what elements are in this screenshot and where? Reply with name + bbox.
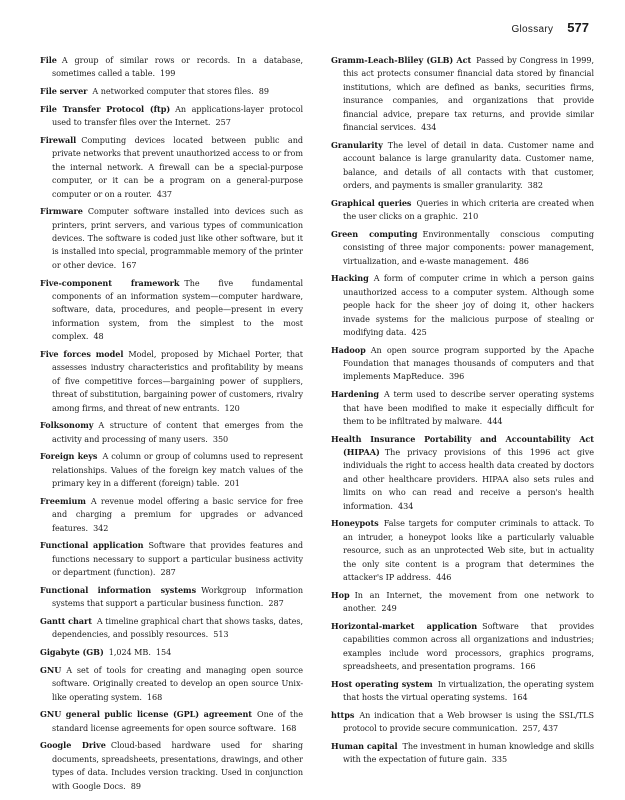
- page-reference: 287: [160, 567, 176, 578]
- page-reference: 199: [160, 68, 176, 79]
- glossary-entry: [331, 620, 594, 674]
- glossary-entry: [331, 709, 594, 736]
- glossary-entry: [40, 584, 303, 611]
- glossary-entry: [40, 205, 303, 272]
- glossary-definition: The level of detail in data. Customer name and account balance is large granularity data. Customer name, balance, and details of all contacts with that customer, orders, and payments is smaller granularity.: [343, 139, 594, 190]
- page-reference: 120: [224, 402, 240, 413]
- glossary-term: https: [331, 709, 355, 720]
- page-reference: 210: [462, 211, 479, 222]
- glossary-definition: The privacy provisions of this 1996 act give individuals the right to access health data created by doctors and other healthcare providers. HIPAA also sets rules and limits on who can read and receive a person's health information.: [343, 447, 594, 511]
- glossary-definition: A structure of content that emerges from the activity and processing of many users.: [52, 420, 303, 444]
- glossary-term: Human capital: [331, 740, 398, 751]
- page-reference: 48: [93, 331, 104, 342]
- page-reference: 257, 437: [522, 723, 559, 734]
- glossary-entry: [40, 348, 303, 415]
- glossary-term: Firewall: [40, 134, 77, 145]
- glossary-entry: [331, 272, 594, 339]
- glossary-entry: [40, 277, 303, 344]
- glossary-term: Hardening: [331, 389, 380, 400]
- page-reference: 287: [268, 598, 284, 609]
- glossary-definition: Cloud-based hardware used for sharing documents, spreadsheets, presentations, drawings, and other types of data. Includes version tracking. Used in conjunction with Google Docs.: [52, 740, 303, 791]
- page-reference: 166: [520, 661, 536, 672]
- glossary-entry: [40, 450, 303, 490]
- section-title: Glossary: [511, 24, 554, 35]
- glossary-term: Functional application: [40, 540, 144, 551]
- glossary-entry: [40, 615, 303, 642]
- page-reference: 167: [121, 259, 137, 270]
- glossary-term: Horizontal-market application: [331, 620, 478, 631]
- glossary-entry: [331, 433, 594, 513]
- glossary-entry: [40, 739, 303, 793]
- glossary-term: File: [40, 55, 57, 65]
- glossary-definition: Environmentally conscious computing consisting of three major components: power management, virtualization, and e-waste management.: [343, 228, 594, 266]
- glossary-entry: [40, 134, 303, 201]
- glossary-term: Firmware: [40, 206, 83, 217]
- glossary-definition: Computer software installed into devices such as printers, print servers, and various types of communication devices. The software is coded just like other software, but it is installed into special, programmable memory of the printer or other device.: [52, 206, 303, 270]
- glossary-definition: The five fundamental components of an information system—computer hardware, software, data, procedures, and people—present in every information system, from the simplest to the most complex.: [52, 277, 304, 342]
- glossary-entry: [331, 740, 594, 767]
- page-reference: 437: [156, 188, 173, 199]
- glossary-entry: [331, 344, 594, 384]
- glossary-definition: A set of tools for creating and managing open source software. Originally created to develop an open source Unix-like operating system.: [52, 664, 303, 702]
- glossary-term: Folksonomy: [40, 420, 94, 431]
- glossary-term: Hadoop: [331, 344, 366, 355]
- glossary-term: Gigabyte (GB): [40, 647, 104, 658]
- glossary-column-right: [331, 54, 594, 771]
- glossary-term: Gantt chart: [40, 616, 92, 626]
- glossary-definition: An open source program supported by the Apache Foundation that manages thousands of computers and that implements MapReduce.: [343, 344, 594, 382]
- glossary-definition: Software that provides features and functions necessary to support a particular business activity or department (function).: [52, 540, 303, 578]
- glossary-entry: [40, 103, 303, 130]
- glossary-entry: [40, 85, 303, 98]
- page-reference: 513: [213, 629, 229, 640]
- glossary-term: Freemium: [40, 495, 86, 506]
- glossary-term: Five forces model: [40, 348, 124, 359]
- glossary-term: Gramm-Leach-Bliley (GLB) Act: [331, 55, 472, 65]
- glossary-entry: [40, 54, 303, 81]
- page-number: 577: [567, 20, 589, 35]
- page-header: [511, 20, 589, 35]
- glossary-entry: [40, 708, 303, 735]
- glossary-definition: Workgroup information systems that support a particular business function.: [52, 584, 303, 609]
- glossary-term: Granularity: [331, 139, 383, 150]
- page-reference: 382: [527, 179, 543, 190]
- page-reference: 201: [224, 478, 240, 489]
- glossary-entry: [331, 54, 594, 134]
- page-reference: 425: [411, 326, 427, 337]
- page-reference: 168: [146, 691, 163, 702]
- glossary-term: Hop: [331, 589, 350, 600]
- page-reference: 89: [258, 86, 269, 97]
- glossary-entry: [40, 539, 303, 579]
- page-reference: 257: [215, 117, 231, 128]
- glossary-term: Green computing: [331, 228, 418, 239]
- glossary-definition: The investment in human knowledge and skills with the expectation of future gain.: [343, 740, 594, 765]
- glossary-definition: A networked computer that stores files.: [92, 86, 254, 97]
- glossary-definition: An indication that a Web browser is using the SSL/TLS protocol to provide secure communication.: [343, 709, 594, 734]
- glossary-term: Health Insurance Portability and Accountability Act (HIPAA): [331, 433, 594, 458]
- glossary-term: Functional information systems: [40, 584, 197, 595]
- page-reference: 444: [487, 415, 503, 426]
- page-reference: 164: [512, 692, 528, 703]
- glossary-column-left: [40, 54, 303, 797]
- glossary-definition: A column or group of columns used to represent relationships. Values of the foreign key match values of the primary key in a different (foreign) table.: [52, 451, 303, 489]
- page-reference: 396: [448, 371, 465, 382]
- page-reference: 350: [212, 433, 229, 444]
- glossary-term: Foreign keys: [40, 451, 98, 462]
- glossary-term: Hacking: [331, 273, 369, 284]
- glossary-definition: In an Internet, the movement from one network to another.: [343, 589, 594, 614]
- glossary-entry: [331, 589, 594, 616]
- glossary-entry: [331, 197, 594, 224]
- glossary-entry: [40, 664, 303, 704]
- glossary-entry: [331, 139, 594, 193]
- glossary-term: Google Drive: [40, 740, 106, 751]
- page-reference: 342: [93, 522, 109, 533]
- glossary-definition: Queries in which criteria are created when the user clicks on a graphic.: [343, 197, 594, 222]
- glossary-term: Honeypots: [331, 518, 379, 529]
- page-reference: 446: [436, 572, 452, 582]
- glossary-entry: [40, 646, 303, 659]
- glossary-definition: Computing devices located between public and private networks that prevent unauthorized access to or from the internal network. A firewall can be a special-purpose computer, or it can be a program on a general-purpose computer or on a router.: [52, 134, 303, 199]
- glossary-definition: A group of similar rows or records. In a database, sometimes called a table.: [52, 55, 303, 79]
- glossary-definition: A revenue model offering a basic service for free and charging a premium for upgrades or advanced features.: [52, 495, 303, 533]
- glossary-definition: 1,024 MB.: [108, 647, 151, 658]
- page-reference: 486: [513, 255, 529, 266]
- glossary-entry: [331, 517, 594, 584]
- glossary-term: GNU: [40, 664, 62, 675]
- page-reference: 89: [130, 780, 141, 791]
- page-reference: 154: [155, 647, 172, 658]
- glossary-definition: One of the standard license agreements for open source software.: [52, 709, 303, 733]
- glossary-definition: A form of computer crime in which a person gains unauthorized access to a computer system. Although some people hack for the sheer joy of doing it, other hackers invade systems for the malicious purpose of stealing or modifying data.: [343, 273, 594, 337]
- glossary-definition: Passed by Congress in 1999, this act protects consumer financial data stored by financial institutions, which are defined as banks, securities firms, insurance companies, and organizations that provide financial advice, prepare tax returns, and provide similar financial services.: [343, 55, 594, 133]
- glossary-term: Host operating system: [331, 678, 433, 689]
- glossary-entry: [331, 388, 594, 428]
- glossary-entry: [40, 495, 303, 535]
- glossary-definition: An applications-layer protocol used to transfer files over the Internet.: [52, 103, 303, 128]
- glossary-term: GNU general public license (GPL) agreement: [40, 709, 252, 720]
- glossary-term: Five-component framework: [40, 277, 180, 288]
- glossary-definition: Model, proposed by Michael Porter, that assesses industry characteristics and profitability by means of five competitive forces—bargaining power of suppliers, threat of substitution, bargaining power of customers, rivalry among firms, and threat of new entrants.: [52, 348, 303, 413]
- page-reference: 434: [421, 122, 437, 133]
- page-reference: 434: [398, 500, 414, 511]
- page-reference: 249: [381, 603, 397, 614]
- glossary-definition: Software that provides capabilities common across all organizations and industries; examples include word processors, graphics programs, spreadsheets, and presentation programs.: [343, 620, 594, 672]
- glossary-definition: A term used to describe server operating systems that have been modified to make it especially difficult for them to be infiltrated by malware.: [343, 389, 594, 426]
- glossary-entry: [331, 228, 594, 268]
- glossary-term: File server: [40, 86, 88, 97]
- glossary-definition: In virtualization, the operating system that hosts the virtual operating systems.: [343, 678, 594, 703]
- page-reference: 168: [281, 722, 297, 733]
- glossary-definition: False targets for computer criminals to attack. To an intruder, a honeypot looks like a particularly valuable resource, such as an unprotected Web site, but in actuality the only site content is a program that determines the attacker's IP address.: [343, 518, 594, 582]
- page-reference: 335: [491, 754, 508, 765]
- glossary-term: File Transfer Protocol (ftp): [40, 103, 171, 114]
- glossary-entry: [40, 419, 303, 446]
- glossary-entry: [331, 678, 594, 705]
- glossary-definition: A timeline graphical chart that shows tasks, dates, dependencies, and possibly resources.: [52, 616, 303, 640]
- glossary-term: Graphical queries: [331, 197, 412, 208]
